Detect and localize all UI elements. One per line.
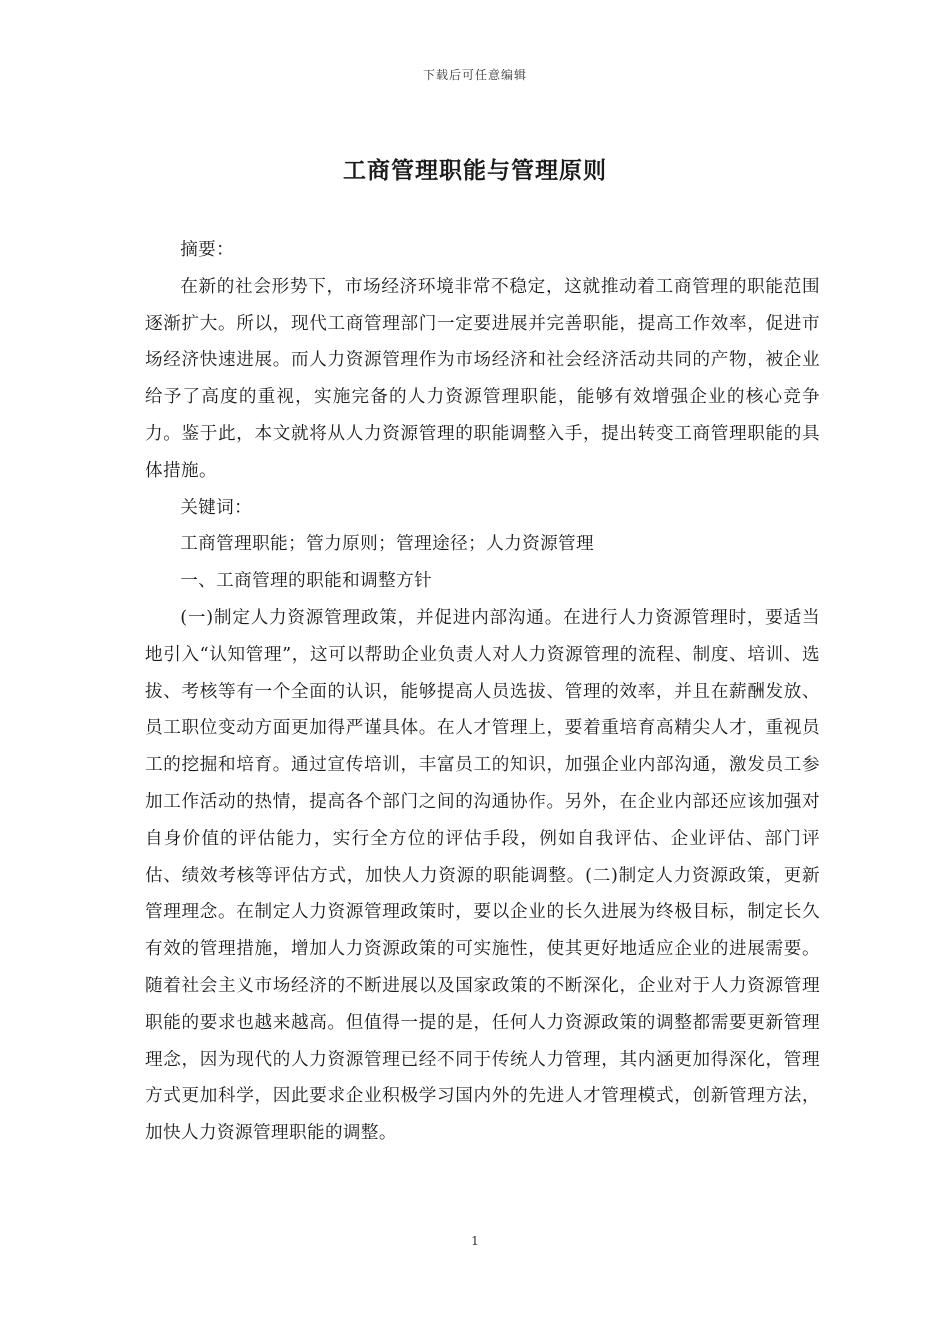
keywords-heading: 关键词： bbox=[180, 497, 253, 518]
page-number: 1 bbox=[471, 1234, 479, 1248]
header-note: 下载后可任意编辑 bbox=[422, 68, 527, 82]
section-paragraph-1: (一)制定人力资源管理政策，并促进内部沟通。在进行人力资源管理时，要适当地引入“认知管理”，这可以帮助企业负责人对人力资源管理的流程、制度、培训、选拔、考核等有一个全面的认识，能够提高人员选拔、管理的效率，并且在薪酬发放、员工职位变动方面更加得严谨具体。在人才管理上，要着重培育高精尖人才，重视员工的挖掘和培育。通过宣传培训，丰富员工的知识，加强企业内部沟通，激发员工参加工作活动的热情，提高各个部门之间的沟通协作。另外，在企业内部还应该加强对自身价值的评估能力，实行全方位的评估手段，例如自我评估、企业评估、部门评估、绩效考核等评估方式，加快人力资源的职能调整。(二)制定人力资源政策，更新管理理念。在制定人力资源管理政策时，要以企业的长久进展为终极目标，制定长久有效的管理措施，增加人力资源政策的可实施性，使其更好地适应企业的进展需要。随着社会主义市场经济的不断进展以及国家政策的不断深化，企业对于人力资源管理职能的要求也越来越高。但值得一提的是，任何人力资源政策的调整都需要更新管理理念，因为现代的人力资源管理已经不同于传统人力管理，其内涵更加得深化，管理方式更加科学，因此要求企业积极学习国内外的先进人才管理模式，创新管理方法，加快人力资源管理职能的调整。 bbox=[145, 607, 820, 1144]
document-title: 工商管理职能与管理原则 bbox=[343, 157, 607, 184]
section-heading-1: 一、工商管理的职能和调整方针 bbox=[180, 571, 433, 592]
abstract-heading: 摘要： bbox=[180, 240, 235, 260]
document-body bbox=[145, 232, 820, 1152]
keywords-list: 工商管理职能；管力原则；管理途径；人力资源管理 bbox=[180, 534, 595, 555]
abstract-paragraph: 在新的社会形势下，市场经济环境非常不稳定，这就推动着工商管理的职能范围逐渐扩大。所以，现代工商管理部门一定要进展并完善职能，提高工作效率，促进市场经济快速进展。而人力资源管理作为市场经济和社会经济活动共同的产物，被企业给予了高度的重视，实施完备的人力资源管理职能，能够有效增强企业的核心竞争力。鉴于此，本文就将从人力资源管理的职能调整入手，提出转变工商管理职能的具体措施。 bbox=[145, 276, 820, 481]
